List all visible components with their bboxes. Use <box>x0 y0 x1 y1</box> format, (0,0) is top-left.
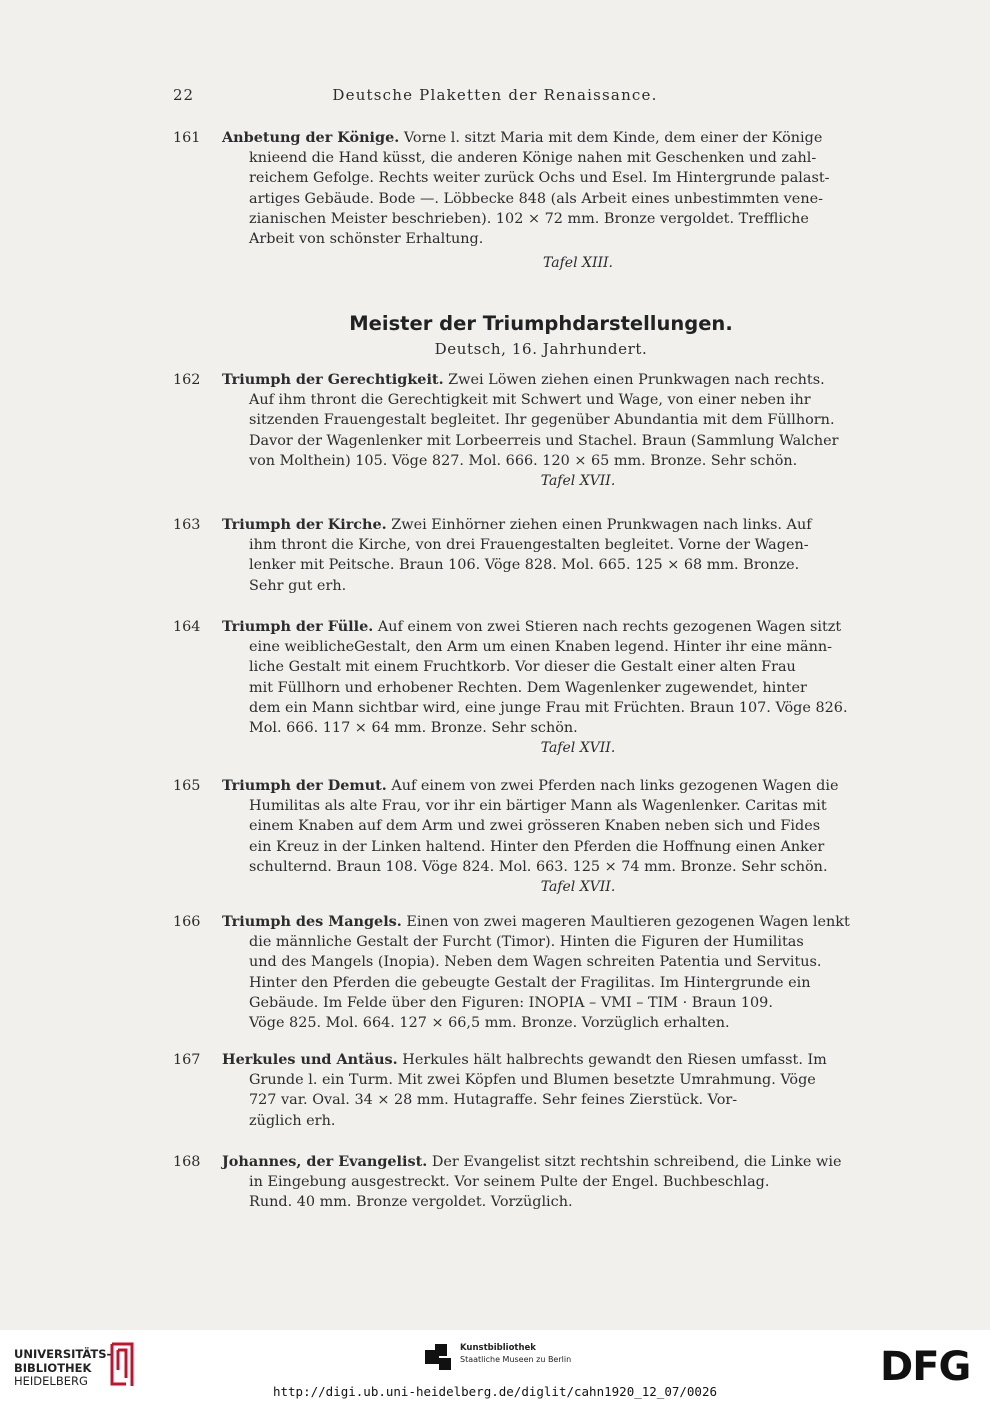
catalog-entry-165 <box>173 776 907 897</box>
page-number: 22 <box>173 86 195 104</box>
entry-number: 162 <box>173 372 201 388</box>
running-title: Deutsche Plaketten der Renaissance. <box>332 86 658 104</box>
entry-title: Triumph der Fülle. <box>222 618 374 635</box>
entry-line: Davor der Wagenlenker mit Lorbeerreis und Stachel. Braun (Sammlung Walcher <box>249 432 839 449</box>
catalog-entry-164 <box>173 617 907 758</box>
entry-title: Triumph der Gerechtigkeit. <box>222 371 444 388</box>
entry-title: Anbetung der Könige. <box>222 129 400 146</box>
entry-line: Mol. 666. 117 × 64 mm. Bronze. Sehr schön. <box>249 720 578 737</box>
entry-line: eine weiblicheGestalt, den Arm um einen Knaben legend. Hinter ihr eine männ- <box>249 639 833 656</box>
entry-line: Einen von zwei mageren Maultieren gezogenen Wagen lenkt <box>406 914 850 930</box>
ub-heidelberg-wordmark[interactable] <box>14 1348 111 1389</box>
entry-line: Gebäude. Im Felde über den Figuren: INOPIA – VMI – TIM · Braun 109. <box>249 994 773 1011</box>
entry-line: in Eingebung ausgestreckt. Vor seinem Pulte der Engel. Buchbeschlag. <box>249 1174 770 1191</box>
entry-line: Arbeit von schönster Erhaltung. <box>249 231 484 248</box>
entry-line: ihm thront die Kirche, von drei Frauengestalten begleitet. Vorne der Wagen- <box>249 537 809 554</box>
kunstbibliothek-wordmark[interactable] <box>460 1342 571 1365</box>
ub-heidelberg-logo-icon <box>102 1340 138 1390</box>
entry-line: Auf einem von zwei Pferden nach links gezogenen Wagen die <box>391 778 839 794</box>
catalog-entry-166 <box>173 912 907 1033</box>
kb-subtitle: Staatliche Museen zu Berlin <box>460 1355 572 1364</box>
entry-title: Triumph der Demut. <box>222 777 387 794</box>
kunstbibliothek-logo-icon <box>425 1344 453 1370</box>
entry-line: Vöge 825. Mol. 664. 127 × 66,5 mm. Bronze. Vorzüglich erhalten. <box>249 1015 730 1032</box>
entry-line: von Molthein) 105. Vöge 827. Mol. 666. 120 × 65 mm. Bronze. Sehr schön. <box>249 452 798 469</box>
entry-title: Triumph des Mangels. <box>222 913 402 930</box>
catalog-entry-162 <box>173 370 907 491</box>
entry-line: Vorne l. sitzt Maria mit dem Kinde, dem einer der Könige <box>403 130 823 146</box>
entry-number: 164 <box>173 619 201 635</box>
entry-line: Humilitas als alte Frau, vor ihr ein bärtiger Mann als Wagenlenker. Caritas mit <box>249 798 827 815</box>
entry-line: Sehr gut erh. <box>249 577 347 594</box>
plate-reference: Tafel XIII. <box>543 255 613 272</box>
catalog-entry-163 <box>173 515 907 596</box>
entry-line: Herkules hält halbrechts gewandt den Riesen umfasst. Im <box>402 1052 827 1068</box>
source-url-link[interactable]: http://digi.ub.uni-heidelberg.de/diglit/cahn1920_12_07/0026 <box>272 1384 717 1399</box>
entry-number: 165 <box>173 778 201 794</box>
entry-line: lenker mit Peitsche. Braun 106. Vöge 828. Mol. 665. 125 × 68 mm. Bronze. <box>249 557 800 574</box>
entry-line: Der Evangelist sitzt rechtshin schreibend, die Linke wie <box>431 1154 842 1170</box>
entry-line: knieend die Hand küsst, die anderen Könige nahen mit Geschenken und zahl- <box>249 150 817 167</box>
section-subtitle: Deutsch, 16. Jahrhundert. <box>434 340 648 358</box>
entry-number: 167 <box>173 1052 201 1068</box>
entry-number: 161 <box>173 130 201 146</box>
plate-reference: Tafel XVII. <box>540 879 616 896</box>
footer-bar <box>0 1330 990 1402</box>
entry-line: zianischen Meister beschrieben). 102 × 72 mm. Bronze vergoldet. Treffliche <box>249 210 809 227</box>
entry-number: 166 <box>173 914 201 930</box>
entry-line: Zwei Löwen ziehen einen Prunkwagen nach rechts. <box>448 372 825 388</box>
entry-line: artiges Gebäude. Bode —. Löbbecke 848 (als Arbeit eines unbestimmten vene- <box>249 190 823 207</box>
entry-line: einem Knaben auf dem Arm und zwei grösseren Knaben neben sich und Fides <box>249 818 821 835</box>
entry-line: züglich erh. <box>249 1112 336 1129</box>
entry-line: reichem Gefolge. Rechts weiter zurück Ochs und Esel. Im Hintergrunde palast- <box>249 170 830 187</box>
kb-name: Kunstbibliothek <box>460 1343 536 1353</box>
entry-title: Herkules und Antäus. <box>222 1051 398 1068</box>
catalog-entry-161 <box>173 128 907 273</box>
entry-line: Zwei Einhörner ziehen einen Prunkwagen nach links. Auf <box>391 517 812 533</box>
entry-line: Grunde l. ein Turm. Mit zwei Köpfen und Blumen besetzte Umrahmung. Vöge <box>249 1072 816 1089</box>
entry-line: schulternd. Braun 108. Vöge 824. Mol. 663. 125 × 74 mm. Bronze. Sehr schön. <box>249 858 828 875</box>
ub-line: BIBLIOTHEK <box>14 1360 92 1375</box>
entry-line: 727 var. Oval. 34 × 28 mm. Hutagraffe. Sehr feines Zierstück. Vor- <box>249 1092 738 1109</box>
entry-line: Auf ihm thront die Gerechtigkeit mit Schwert und Wage, von einer neben ihr <box>249 392 811 409</box>
entry-line: und des Mangels (Inopia). Neben dem Wagen schreiten Patentia und Servitus. <box>249 954 822 971</box>
entry-line: dem ein Mann sichtbar wird, eine junge Frau mit Früchten. Braun 107. Vöge 826. <box>249 699 848 716</box>
entry-line: mit Füllhorn und erhobener Rechten. Dem Wagenlenker zugewendet, hinter <box>249 679 807 696</box>
entry-title: Triumph der Kirche. <box>222 516 387 533</box>
dfg-logo[interactable]: DFG <box>880 1344 971 1390</box>
catalog-entry-168 <box>173 1152 907 1213</box>
entry-number: 168 <box>173 1154 201 1170</box>
entry-line: sitzenden Frauengestalt begleitet. Ihr gegenüber Abundantia mit dem Füllhorn. <box>249 412 835 429</box>
entry-line: Rund. 40 mm. Bronze vergoldet. Vorzüglich. <box>249 1194 573 1211</box>
entry-line: liche Gestalt mit einem Fruchtkorb. Vor dieser die Gestalt einer alten Frau <box>249 659 796 676</box>
entry-number: 163 <box>173 517 201 533</box>
entry-line: die männliche Gestalt der Furcht (Timor). Hinten die Figuren der Humilitas <box>249 934 804 951</box>
entry-line: Hinter den Pferden die gebeugte Gestalt der Fragilitas. Im Hintergrunde ein <box>249 974 811 991</box>
entry-line: Auf einem von zwei Stieren nach rechts gezogenen Wagen sitzt <box>377 619 842 635</box>
plate-reference: Tafel XVII. <box>540 473 616 490</box>
entry-line: ein Kreuz in der Linken haltend. Hinter den Pferden die Hoffnung einen Anker <box>249 838 825 855</box>
entry-title: Johannes, der Evangelist. <box>222 1153 428 1170</box>
section-title: Meister der Triumphdarstellungen. <box>349 312 733 335</box>
catalog-entry-167 <box>173 1050 907 1131</box>
page-header <box>0 86 990 108</box>
plate-reference: Tafel XVII. <box>540 740 616 757</box>
ub-line: HEIDELBERG <box>14 1374 88 1388</box>
ub-line: UNIVERSITÄTS- <box>14 1347 112 1361</box>
